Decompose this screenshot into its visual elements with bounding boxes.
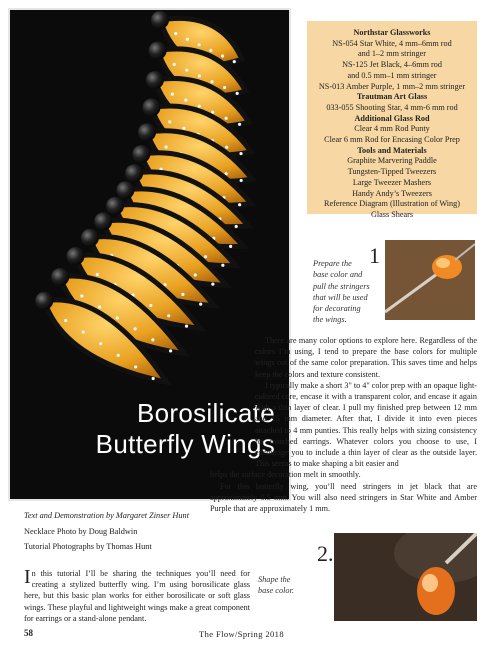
- materials-item: Glass Shears: [370, 209, 414, 219]
- step2-photo: [334, 533, 477, 621]
- wing-dot: [204, 255, 207, 258]
- wing-dot: [198, 105, 201, 108]
- wing-dot: [116, 316, 119, 319]
- wing-dot: [152, 377, 155, 380]
- materials-item: Tungsten-Tipped Tweezers: [347, 167, 437, 177]
- drop-cap: I: [24, 566, 31, 588]
- article-title: [96, 398, 275, 460]
- credits-block: [24, 508, 244, 555]
- black-bead: [146, 71, 164, 89]
- wing-dot: [171, 93, 174, 96]
- black-bead: [94, 212, 112, 230]
- step1-caption: Prepare the base color and pull the stringers that will be used for decorating the wings.: [313, 259, 370, 325]
- wing-dot: [182, 127, 185, 130]
- wing-dot: [134, 365, 137, 368]
- article-body: [210, 335, 477, 514]
- black-bead: [66, 247, 84, 265]
- black-bead: [142, 99, 160, 117]
- materials-item: Handy Andy’s Tweezers: [352, 188, 432, 198]
- author-credit: Text and Demonstration by Margaret Zinser Hunt: [24, 511, 190, 520]
- wing-dot: [98, 305, 101, 308]
- wing-dot: [149, 304, 152, 307]
- wing-dot: [238, 123, 241, 126]
- wing-dot: [82, 330, 85, 333]
- wing-dot: [64, 319, 67, 322]
- materials-item: Clear 4 mm Rod Punty: [354, 124, 430, 134]
- materials-item: Reference Diagram (Illustration of Wing): [324, 199, 460, 209]
- wing-dot: [233, 60, 236, 63]
- black-bead: [116, 181, 134, 199]
- wing-dot: [223, 86, 226, 89]
- page-number: 58: [24, 628, 33, 638]
- wing-dot: [185, 325, 188, 328]
- materials-heading: Tools and Materials: [357, 145, 427, 155]
- wing-dot: [198, 74, 201, 77]
- wing-dot: [168, 120, 171, 123]
- wing-dot: [163, 283, 166, 286]
- materials-item: Clear 6 mm Rod for Encasing Color Prep: [324, 135, 460, 145]
- materials-item: NS-125 Jet Black, 4–6mm rod: [342, 60, 442, 70]
- wing-dot: [229, 245, 232, 248]
- wing-dot: [221, 54, 224, 57]
- wing-dot: [173, 63, 176, 66]
- materials-item: NS-054 Star White, 4 mm–6mm rod: [332, 38, 452, 48]
- body-paragraph: For this butterfly wing, you’ll need stringers in jet black that are approximately 0.5 mm. You will also need stringers in Star White and Amber Purple that are approximately 1 mm.: [210, 481, 477, 514]
- materials-list-box: [307, 21, 477, 219]
- wing-dot: [210, 80, 213, 83]
- wing-dot: [80, 294, 83, 297]
- title-line-1: Borosilicate: [137, 398, 275, 428]
- wing-dot: [199, 303, 202, 306]
- materials-heading: Northstar Glassworks: [353, 28, 431, 37]
- wing-dot: [169, 349, 172, 352]
- wing-dot: [99, 342, 102, 345]
- wing-dot: [235, 225, 238, 228]
- wing-dot: [198, 43, 201, 46]
- wing-dot: [238, 203, 241, 206]
- step2-number: 2.: [317, 541, 334, 566]
- materials-item: 033-055 Shooting Star, 4 mm-6 mm rod: [326, 102, 458, 112]
- wing-dot: [225, 146, 228, 149]
- wing-dot: [117, 354, 120, 357]
- body-paragraph: I typically make a short 3" to 4" color prep with an opaque light-colored core, encase it with a transparent color, and encase it again with a thin layer of clear. I pull my finished prep between 12 mm and 15 mm diameter. After that, I divide it into even pieces attached to 4 mm punties. This really helps with sizing consistency for matched earrings. Whatever colors you choose to use, I encourage you to include a thin layer of clear as the outside layer. This seems to make shaping a bit easier and: [255, 380, 477, 469]
- black-bead: [81, 229, 99, 247]
- wing-dot: [209, 49, 212, 52]
- body-paragraph-continued: helps the surface decoration melt in smoothly.: [210, 470, 361, 480]
- black-bead: [106, 197, 124, 215]
- materials-heading: Trautman Art Glass: [356, 92, 428, 102]
- tutorial-photo-credit: Tutorial Photographs by Thomas Hunt: [24, 542, 152, 551]
- wing-dot: [185, 69, 188, 72]
- wing-dot: [134, 327, 137, 330]
- black-bead: [125, 164, 143, 182]
- wing-dot: [225, 117, 228, 120]
- wing-dot: [221, 264, 224, 267]
- wing-dot: [184, 99, 187, 102]
- title-line-2: Butterfly Wings: [95, 429, 275, 459]
- black-bead: [151, 11, 169, 29]
- materials-item: Large Tweezer Mashers: [352, 177, 432, 187]
- wing-dot: [174, 32, 177, 35]
- body-paragraph: There are many color options to explore here. Regardless of the colors I’m using, I tend to prepare the base colors for multiple wings out of the same color preparation. This saves time and helps keep the colors and texture consistent.: [255, 336, 477, 379]
- wing-dot: [236, 92, 239, 95]
- wing-dot: [186, 38, 189, 41]
- step1-number: 1: [369, 243, 380, 268]
- magazine-footer: The Flow/Spring 2018: [199, 629, 284, 639]
- wing-dot: [181, 293, 184, 296]
- black-bead: [35, 292, 53, 310]
- materials-item: and 1–2 mm stringer: [358, 49, 426, 59]
- step1-photo: [385, 240, 475, 320]
- wing-dot: [167, 314, 170, 317]
- step2-caption: Shape the base color.: [258, 575, 294, 596]
- black-bead: [149, 42, 167, 60]
- wing-dot: [240, 179, 243, 182]
- necklace-photo-credit: Necklace Photo by Doug Baldwin: [24, 526, 138, 536]
- materials-item: NS-013 Amber Purple, 1 mm–2 mm stringer: [318, 81, 466, 91]
- materials-heading: Additional Glass Rod: [354, 113, 430, 123]
- black-bead: [51, 268, 69, 286]
- intro-paragraph: In this tutorial I’ll be sharing the techniques you’ll need for creating a stylized butterfly wing. I’m using borosilicate glass here, but this basic plan works for either borosilicate or soft glass wings. These playful and lightweight wings make a great component for earrings or a stand-alone pendant.: [24, 566, 250, 623]
- wing-dot: [96, 273, 99, 276]
- wing-dot: [239, 152, 242, 155]
- black-bead: [138, 123, 156, 141]
- wing-dot: [194, 273, 197, 276]
- black-bead: [132, 145, 150, 163]
- wing-dot: [151, 338, 154, 341]
- necklace-photo: [8, 8, 291, 501]
- wing-dot: [211, 283, 214, 286]
- materials-item: and 0.5 mm–1 mm stringer: [347, 70, 437, 80]
- wing-dot: [164, 145, 167, 148]
- materials-item: Graphite Marvering Paddle: [347, 156, 437, 166]
